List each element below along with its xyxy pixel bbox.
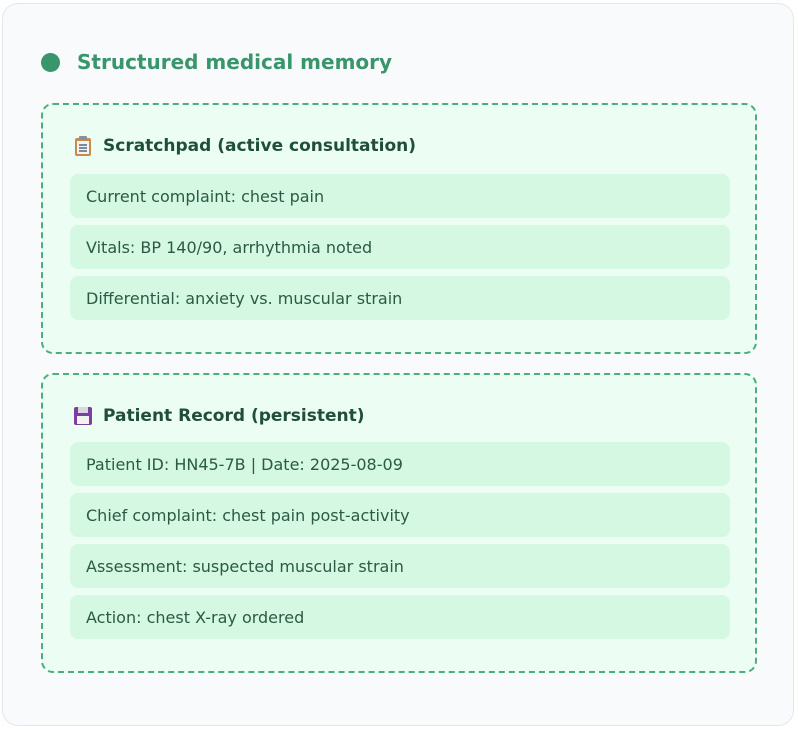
clipboard-icon (73, 136, 93, 156)
scratchpad-section (41, 103, 757, 354)
scratchpad-item: Current complaint: chest pain (70, 174, 730, 218)
patient-record-section (41, 373, 757, 673)
scratchpad-item: Differential: anxiety vs. muscular strain (70, 276, 730, 320)
patient-record-header (73, 403, 365, 429)
panel-header (41, 48, 392, 76)
patient-record-item: Assessment: suspected muscular strain (70, 544, 730, 588)
scratchpad-item: Vitals: BP 140/90, arrhythmia noted (70, 225, 730, 269)
memory-panel (2, 3, 794, 726)
patient-record-item: Patient ID: HN45-7B | Date: 2025-08-09 (70, 442, 730, 486)
status-dot-icon (41, 53, 60, 72)
patient-record-title: Patient Record (persistent) (103, 406, 365, 426)
patient-record-item: Chief complaint: chest pain post-activity (70, 493, 730, 537)
scratchpad-header (73, 133, 416, 159)
scratchpad-title: Scratchpad (active consultation) (103, 136, 417, 156)
panel-title: Structured medical memory (77, 50, 393, 74)
floppy-disk-icon (73, 406, 93, 426)
patient-record-item: Action: chest X-ray ordered (70, 595, 730, 639)
